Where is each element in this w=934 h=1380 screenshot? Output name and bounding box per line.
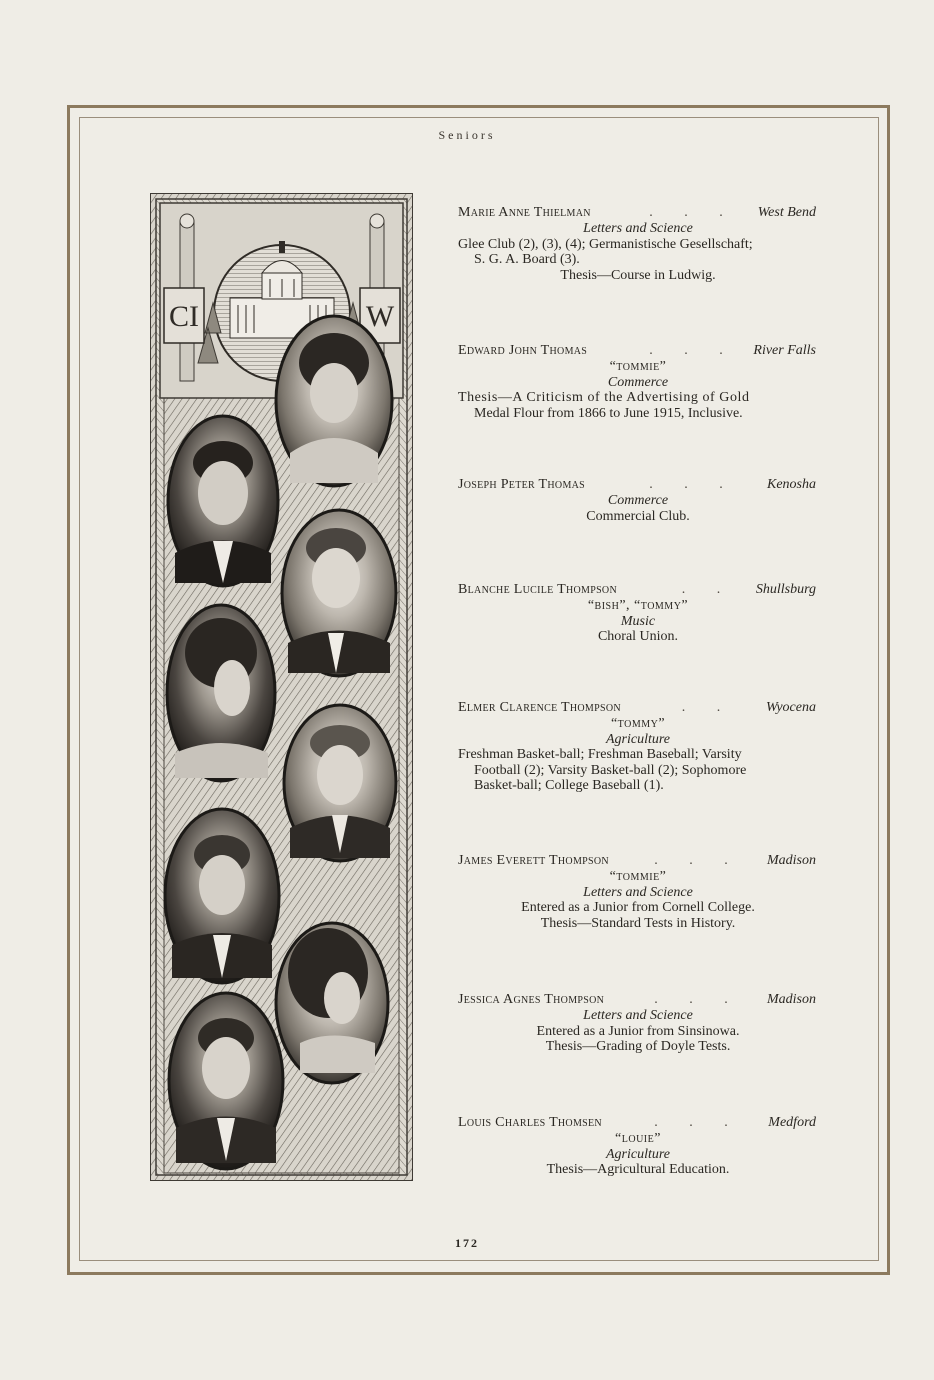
portrait-thompson-james [165,809,279,983]
portrait-thielman [276,316,392,486]
hometown: West Bend [757,205,816,220]
hometown: Madison [767,992,816,1007]
entry-thomsen [458,1115,818,1178]
student-name: Elmer Clarence Thompson [458,700,621,715]
leader-dots: . . [681,582,735,597]
leader-dots: . . . [654,853,742,868]
college: Commerce [607,374,669,390]
student-name: Edward John Thomas [458,343,588,358]
nickname: “tommie” [609,869,667,884]
nickname: “tommie” [609,359,667,374]
nickname: “louie” [615,1131,661,1146]
activity-line: Basket-ball; College Baseball (1). [474,778,664,793]
entry-thompson-jessica [458,992,818,1055]
hometown: Shullsburg [755,582,816,597]
leader-dots: . . . [649,343,737,358]
thesis-line: Thesis—Grading of Doyle Tests. [545,1039,731,1054]
nickname: “bish”, “tommy” [587,598,689,613]
page-number: 172 [455,1236,479,1250]
activity-line: Glee Club (2), (3), (4); Germanistische Gesellschaft; [458,236,753,252]
college: Agriculture [605,1146,671,1162]
entry-thomas-edward [458,343,818,421]
running-head: Seniors [438,128,496,142]
college: Agriculture [605,731,671,747]
student-name: Louis Charles Thomsen [458,1115,602,1130]
leader-dots: . . [681,700,735,715]
hometown: Wyocena [765,700,816,715]
entry-thompson-blanche [458,582,818,645]
thesis-line: Medal Flour from 1866 to June 1915, Inclusive. [474,405,743,421]
college: Letters and Science [583,1008,693,1023]
activity-line: Entered as a Junior from Cornell College. [521,900,755,915]
activity-line: Freshman Basket-ball; Freshman Baseball; Varsity [458,747,742,762]
leader-dots: . . . [649,477,737,492]
entry-thompson-elmer [458,700,818,794]
portrait-thomas-edward [168,416,278,586]
activity-line: Choral Union. [597,629,679,644]
portrait-thompson-blanche [167,605,275,781]
nickname: “tommy” [610,716,666,731]
student-name: Joseph Peter Thomas [458,477,586,492]
entry-thomas-joseph [458,477,818,524]
thesis-line: Thesis—A Criticism of the Advertising of Gold [458,390,750,405]
thesis-line: Thesis—Course in Ludwig. [560,267,716,283]
leader-dots: . . . [654,992,742,1007]
hometown: Madison [767,853,816,868]
activity-line: Football (2); Varsity Basket-ball (2); Sophomore [474,762,747,778]
leader-dots: . . . [649,205,737,220]
entry-thielman [458,205,818,283]
college: Commerce [607,493,669,508]
portrait-panel [150,193,413,1181]
college: Music [620,613,656,629]
student-name: Jessica Agnes Thompson [458,992,605,1007]
portrait-thomas-joseph [282,510,396,676]
college: Letters and Science [583,221,693,236]
hometown: Medford [768,1115,816,1130]
monogram-left: CI [169,300,199,333]
hometown: Kenosha [767,477,816,492]
student-name: James Everett Thompson [458,853,609,868]
monogram-right: W [365,300,395,333]
portrait-thompson-elmer [284,705,396,861]
portrait-thomsen [169,993,283,1169]
entry-thompson-james [458,853,818,931]
student-name: Blanche Lucile Thompson [458,582,617,597]
college: Letters and Science [583,884,693,900]
hometown: River Falls [753,343,816,358]
thesis-line: Thesis—Agricultural Education. [546,1162,730,1177]
activity-line: Commercial Club. [586,508,690,524]
student-name: Marie Anne Thielman [458,205,591,220]
activity-line: Entered as a Junior from Sinsinowa. [536,1023,740,1039]
leader-dots: . . . [654,1115,742,1130]
thesis-line: Thesis—Standard Tests in History. [540,915,736,931]
portrait-thompson-jessica [276,923,388,1083]
activity-line: S. G. A. Board (3). [474,252,580,267]
